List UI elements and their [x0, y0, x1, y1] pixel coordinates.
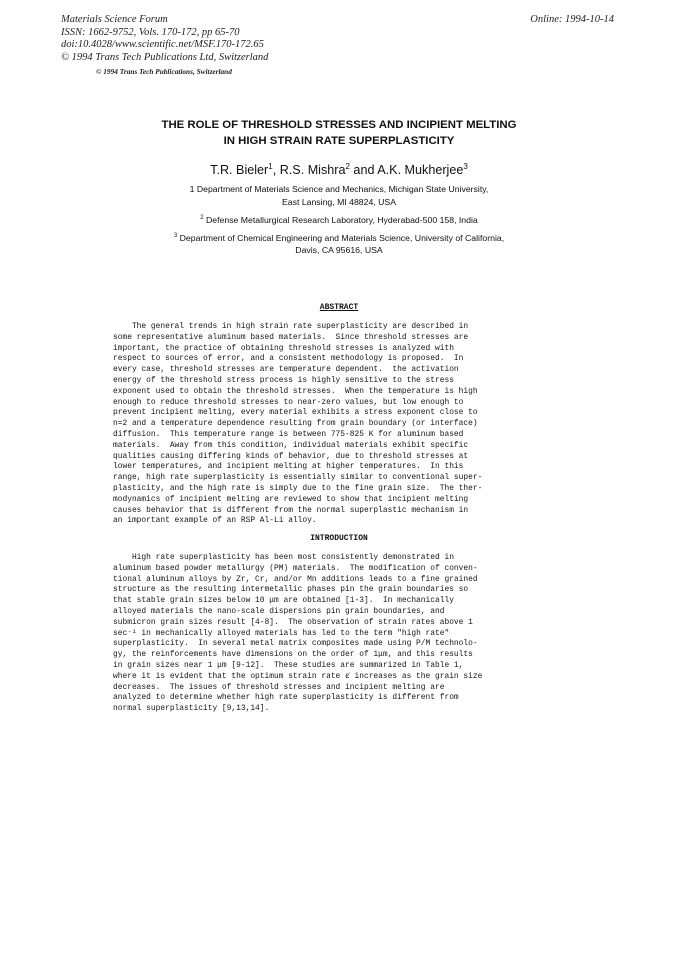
introduction-line: alloyed materials the nano-scale dispersions pin grain boundaries, and — [113, 606, 445, 616]
publisher-line: © 1994 Trans Tech Publications Ltd, Switzerland — [61, 51, 269, 63]
author-name: T.R. Bieler — [210, 163, 269, 178]
author-separator: , — [272, 163, 280, 178]
introduction-line: structure as the resulting intermetallic phases pin the grain boundaries so — [113, 585, 469, 595]
abstract-line: plasticity, and the high rate is simply due to the fine grain size. The ther- — [113, 483, 483, 493]
affiliation-1 — [86, 183, 592, 208]
abstract-line: range, high rate superplasticity is essentially similar to conventional super- — [113, 473, 483, 483]
affiliation-text: Defense Metallurgical Research Laboratory, Hyderabad-500 158, India — [203, 214, 478, 225]
introduction-line: where it is evident that the optimum strain rate ε̇ increases as the grain size — [113, 671, 483, 681]
introduction-line: superplasticity. In several metal matrix composites made using P/M technolo- — [113, 639, 478, 649]
introduction-line: gy, the reinforcements have dimensions on the order of 1μm, and this results — [113, 650, 473, 660]
affiliation-line: East Lansing, MI 48824, USA — [282, 196, 396, 207]
introduction-line: normal superplasticity [9,13,14]. — [113, 704, 270, 714]
title-line: IN HIGH STRAIN RATE SUPERPLASTICITY — [223, 135, 455, 147]
introduction-line: tional aluminum alloys by Zr, Cr, and/or Mn additions leads to a fine grained — [113, 574, 478, 584]
abstract-line: materials. Away from this condition, individual materials exhibit specific — [113, 440, 469, 450]
abstract-line: exponent used to obtain the threshold stresses. When the temperature is high — [113, 386, 478, 396]
affiliation-line — [86, 230, 592, 244]
abstract-line: an important example of an RSP Al-Li alloy. — [113, 516, 317, 526]
abstract-line: The general trends in high strain rate superplasticity are described in — [113, 322, 469, 331]
introduction-line: High rate superplasticity has been most consistently demonstrated in — [113, 553, 454, 562]
doi-line: doi:10.4028/www.scientific.net/MSF.170-172.65 — [61, 39, 264, 51]
issn-line: ISSN: 1662-9752, Vols. 170-172, pp 65-70 — [61, 26, 240, 38]
abstract-line: respect to sources of error, and a consistent methodology is proposed. In — [113, 354, 464, 364]
online-date: Online: 1994-10-14 — [530, 14, 614, 25]
affiliation-mark: 2 — [200, 215, 204, 221]
introduction-line: decreases. The issues of threshold stresses and incipient melting are — [113, 682, 445, 692]
author-affiliation-mark: 2 — [345, 162, 350, 171]
abstract-line: important, the practice of obtaining threshold stresses is analyzed with — [113, 343, 454, 353]
introduction-line: sec⁻¹ in mechanically alloyed materials has led to the term "high rate" — [113, 628, 450, 638]
abstract-line: qualities causing differing kinds of behavior, due to threshold stresses at — [113, 451, 469, 461]
author-list — [96, 159, 582, 178]
introduction-line: in grain sizes near 1 μm [9-12]. These studies are summarized in Table 1, — [113, 660, 464, 670]
paper-title — [96, 117, 582, 149]
affiliation-2 — [86, 212, 592, 226]
affiliation-text: Department of Chemical Engineering and Materials Science, University of California, — [177, 232, 505, 243]
introduction-line: submicron grain sizes result [4-8]. The observation of strain rates above 1 — [113, 617, 473, 627]
author-affiliation-mark: 3 — [463, 162, 468, 171]
abstract-line: lower temperatures, and incipient melting at higher temperatures. In this — [113, 462, 464, 472]
affiliation-3 — [86, 230, 592, 257]
journal-name: Materials Science Forum — [61, 14, 168, 25]
abstract-line: diffusion. This temperature range is between 775-825 K for aluminum based — [113, 429, 464, 439]
title-line: THE ROLE OF THRESHOLD STRESSES AND INCIPIENT MELTING — [161, 119, 517, 131]
introduction-line: that stable grain sizes below 10 μm are obtained [1-3]. In mechanically — [113, 596, 454, 606]
abstract-body — [113, 322, 518, 527]
abstract-line: modynamics of incipient melting are reviewed to show that incipient melting — [113, 494, 469, 504]
introduction-body — [113, 553, 518, 715]
author-name: R.S. Mishra — [279, 163, 346, 178]
author-name: A.K. Mukherjee — [377, 163, 464, 178]
abstract-line: enough to reduce threshold stresses to near-zero values, but low enough to — [113, 397, 464, 407]
abstract-line: some representative aluminum based materials. Since threshold stresses are — [113, 332, 469, 342]
affiliation-line — [86, 212, 592, 226]
abstract-line: prevent incipient melting, every material exhibits a stress exponent close to — [113, 408, 478, 418]
affiliation-line: 1 Department of Materials Science and Mechanics, Michigan State University, — [189, 184, 489, 194]
abstract-line: n=2 and a temperature dependence resulting from grain boundary (or interface) — [113, 419, 478, 429]
affiliation-line: Davis, CA 95616, USA — [295, 245, 383, 256]
abstract-line: energy of the threshold stress process is highly sensitive to the stress — [113, 375, 454, 385]
introduction-line: analyzed to determine whether high rate superplasticity is different from — [113, 693, 459, 703]
abstract-line: causes behavior that is different from the normal superplastic mechanism in — [113, 505, 469, 515]
author-affiliation-mark: 1 — [268, 162, 273, 171]
journal-header — [61, 14, 268, 64]
introduction-line: aluminum based powder metallurgy (PM) materials. The modification of conven- — [113, 563, 478, 573]
affiliation-mark: 3 — [173, 233, 178, 239]
abstract-line: every case, threshold stresses are temperature dependent. the activation — [113, 365, 459, 375]
copyright-line: © 1994 Trans Tech Publications, Switzerland — [96, 67, 232, 76]
introduction-heading: INTRODUCTION — [310, 534, 368, 543]
author-separator: and — [349, 163, 378, 178]
abstract-heading: ABSTRACT — [319, 303, 359, 312]
